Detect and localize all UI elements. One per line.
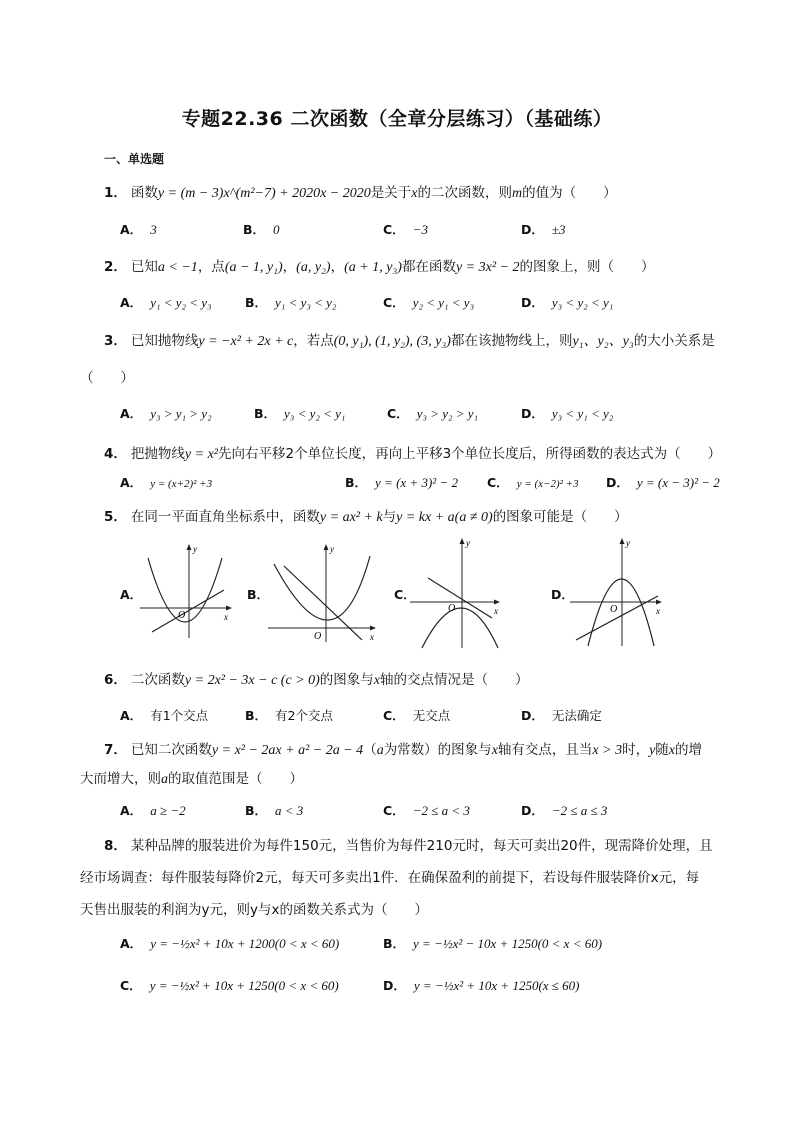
y-axis-arrow	[620, 538, 625, 544]
question-text: 二次函数	[130, 672, 185, 688]
question-text: （	[363, 742, 377, 758]
option-label: D．	[521, 406, 544, 421]
graph-d	[566, 534, 666, 648]
question-text: 轴有交点，且当	[497, 742, 593, 758]
option-b[interactable]	[254, 404, 345, 422]
option-c[interactable]	[383, 801, 470, 819]
option-label: D．	[521, 222, 544, 237]
section-heading: 一、单选题	[104, 152, 165, 166]
option-label: D．	[383, 978, 406, 993]
option-a[interactable]	[120, 293, 212, 311]
option-label: A．	[120, 222, 143, 237]
origin-label: O	[178, 610, 186, 621]
variable: x	[668, 743, 676, 758]
question-text: 经市场调查：每件服装每降价2元，每天可多卖出1件．在确保盈利的前提下，若设每件服装降价x元，每	[80, 870, 700, 886]
option-label: C．	[383, 222, 405, 237]
parabola-curve	[588, 579, 654, 646]
question-8-line-2	[80, 866, 699, 886]
question-number: 2．	[104, 259, 127, 275]
question-5	[104, 505, 628, 526]
parabola-curve	[274, 556, 370, 620]
option-value: y = (x + 3)² − 2	[375, 475, 458, 490]
option-label: C．	[120, 978, 142, 993]
formula: y = (m − 3)x^(m²−7) + 2020x − 2020	[157, 186, 371, 201]
option-b[interactable]	[243, 220, 280, 238]
option-label: A．	[120, 708, 143, 723]
option-label: B．	[247, 587, 270, 602]
question-text: 已知抛物线	[130, 333, 199, 349]
variable: a	[376, 743, 384, 758]
option-d[interactable]	[606, 473, 720, 491]
question-text: 随	[655, 742, 669, 758]
question-number: 3．	[104, 333, 127, 349]
option-label: B．	[383, 936, 406, 951]
question-number: 4．	[104, 446, 127, 462]
question-text: 为常数）的图象与	[383, 742, 492, 758]
question-number: 1．	[104, 185, 127, 201]
option-label: D．	[551, 587, 574, 602]
option-value: y₃ < y₂ < y₁	[551, 295, 614, 310]
question-text: ，	[330, 259, 345, 275]
option-d[interactable]	[521, 801, 607, 819]
question-text: 是关于	[370, 185, 412, 201]
question-text: 都在该抛物线上，则	[450, 333, 573, 349]
option-value: y = −½x² + 10x + 1250(0 < x < 60)	[149, 978, 339, 993]
option-label: A．	[120, 406, 143, 421]
formula: y = ax² + k	[319, 510, 383, 525]
question-2	[104, 255, 654, 276]
option-value: y = −½x² − 10x + 1250(0 < x < 60)	[413, 936, 603, 951]
option-label: D．	[521, 803, 544, 818]
x-axis-arrow	[226, 606, 232, 611]
option-c[interactable]	[383, 293, 474, 311]
option-d[interactable]	[383, 976, 580, 994]
option-label: C．	[387, 406, 409, 421]
option-label: B．	[345, 475, 368, 490]
y-axis-arrow	[460, 538, 465, 544]
option-c[interactable]	[387, 404, 478, 422]
formula: y = x² − 2ax + a² − 2a − 4	[211, 743, 364, 758]
option-value: −2 ≤ a < 3	[412, 803, 470, 818]
question-text: 与	[382, 509, 397, 525]
option-d[interactable]	[521, 706, 602, 724]
option-value: y₁ < y₂ < y₃	[150, 295, 212, 310]
option-a[interactable]	[120, 404, 212, 422]
option-label: C．	[394, 587, 416, 602]
x-axis-arrow	[370, 626, 376, 631]
option-a[interactable]	[120, 473, 212, 491]
option-label: B．	[245, 803, 268, 818]
question-text: 函数	[130, 185, 158, 201]
variable: a	[161, 772, 168, 787]
option-value: 有2个交点	[275, 708, 333, 723]
question-text: ，点	[197, 259, 225, 275]
option-d[interactable]	[521, 404, 613, 422]
question-text: 都在函数	[401, 259, 456, 275]
option-b[interactable]	[245, 293, 336, 311]
option-a[interactable]	[120, 220, 157, 238]
option-value: 无法确定	[551, 708, 602, 723]
y-axis-label: y	[626, 538, 630, 548]
question-3-continued	[80, 366, 134, 386]
option-value: a ≥ −2	[150, 803, 186, 818]
option-value: 0	[273, 222, 280, 237]
formula: y₁、y₂、y₃	[572, 334, 634, 349]
option-c[interactable]	[487, 473, 579, 491]
question-4	[104, 442, 721, 463]
option-value: −3	[412, 222, 428, 237]
option-value: y₃ < y₂ < y₁	[284, 406, 346, 421]
option-a[interactable]	[120, 706, 208, 724]
option-b[interactable]	[245, 801, 303, 819]
question-text: 已知	[130, 259, 158, 275]
option-value: y = (x−2)² +3	[516, 478, 579, 490]
option-value: y₁ < y₃ < y₂	[275, 295, 337, 310]
option-c[interactable]	[120, 976, 339, 994]
question-number: 5．	[104, 509, 127, 525]
question-text: 的图象上，则（ ）	[519, 259, 655, 275]
question-1	[104, 181, 617, 202]
option-label: C．	[383, 295, 405, 310]
question-text: 大而增大，则	[80, 771, 161, 787]
option-label: D．	[521, 295, 544, 310]
option-value: −2 ≤ a ≤ 3	[551, 803, 608, 818]
question-text: 把抛物线	[130, 446, 185, 462]
question-number: 7．	[104, 742, 127, 758]
answer-blank: （ ）	[80, 370, 134, 386]
formula: y = kx + a(a ≠ 0)	[396, 510, 493, 525]
question-text: ，若点	[293, 333, 334, 349]
x-axis-arrow	[656, 600, 662, 605]
question-text: 先向右平移2个单位长度，再向上平移3个单位长度后，所得函数的表达式为（ ）	[217, 446, 722, 462]
formula: (a + 1, y₃)	[344, 260, 402, 275]
formula: (a, y₂)	[296, 260, 331, 275]
straight-line	[284, 566, 362, 640]
question-text: 的取值范围是（ ）	[168, 771, 303, 787]
option-label: C．	[487, 475, 509, 490]
x-axis-label: x	[494, 606, 498, 616]
option-c[interactable]	[383, 220, 428, 238]
option-d[interactable]	[521, 293, 613, 311]
question-text: 已知二次函数	[130, 742, 212, 758]
question-text: 某种品牌的服装进价为每件150元，当售价为每件210元时，每天可卖出20件，现需降价处理，且	[130, 838, 713, 854]
option-b[interactable]	[383, 934, 602, 952]
question-number: 8．	[104, 838, 127, 854]
option-b[interactable]	[245, 706, 333, 724]
variable: x	[373, 673, 381, 688]
option-value: a < 3	[275, 803, 304, 818]
option-a[interactable]	[120, 934, 339, 952]
formula: (a − 1, y₁)	[224, 260, 283, 275]
question-number: 6．	[104, 672, 127, 688]
option-value: y₂ < y₁ < y₃	[412, 295, 475, 310]
formula: y = 3x² − 2	[455, 260, 520, 275]
option-value: ±3	[551, 222, 566, 237]
question-7	[104, 738, 702, 759]
option-value: 无交点	[412, 708, 451, 723]
x-axis-label: x	[370, 632, 374, 642]
option-b[interactable]	[345, 473, 458, 491]
option-value: y = −½x² + 10x + 1250(x ≤ 60)	[413, 978, 580, 993]
option-label: D．	[521, 708, 544, 723]
page-title: 专题22.36 二次函数（全章分层练习）（基础练）	[181, 108, 613, 130]
variable: x	[411, 186, 418, 201]
question-text: 在同一平面直角坐标系中，函数	[130, 509, 320, 525]
option-label: B．	[254, 406, 277, 421]
y-axis-arrow	[324, 544, 329, 550]
option-label: A．	[120, 936, 143, 951]
option-value: y = −½x² + 10x + 1200(0 < x < 60)	[150, 936, 340, 951]
formula: a < −1	[157, 260, 198, 275]
formula: x > 3	[592, 743, 623, 758]
straight-line	[576, 596, 658, 640]
variable: y	[649, 743, 656, 758]
option-value: y = (x − 3)² − 2	[636, 475, 720, 490]
formula: y = 2x² − 3x − c (c > 0)	[184, 673, 320, 688]
option-label: C．	[383, 708, 405, 723]
question-text: ，	[282, 259, 297, 275]
question-6	[104, 668, 529, 689]
straight-line	[428, 578, 492, 618]
question-text: 的图象与	[319, 672, 374, 688]
question-text: 轴的交点情况是（ ）	[380, 672, 529, 688]
formula: y = x²	[184, 447, 218, 462]
option-label: A．	[120, 803, 143, 818]
question-text: 的值为（ ）	[522, 185, 617, 201]
variable: x	[491, 743, 498, 758]
straight-line	[152, 590, 224, 632]
option-value: 3	[150, 222, 157, 237]
graph-c	[406, 534, 504, 652]
question-3	[104, 329, 715, 350]
x-axis-arrow	[494, 600, 500, 605]
origin-label: O	[448, 603, 456, 614]
question-8	[104, 834, 713, 854]
y-axis-label: y	[193, 544, 197, 554]
graph-a	[138, 540, 234, 640]
question-8-line-3	[80, 898, 428, 918]
variable: m	[511, 186, 523, 201]
option-label: B．	[243, 222, 266, 237]
option-label: A．	[120, 587, 143, 602]
option-value: y₃ > y₁ > y₂	[150, 406, 212, 421]
option-value: y = (x+2)² +3	[150, 478, 213, 490]
option-value: 有1个交点	[150, 708, 209, 723]
option-label: C．	[383, 803, 405, 818]
option-label: B．	[245, 295, 268, 310]
y-axis-label: y	[330, 544, 334, 554]
option-c[interactable]	[383, 706, 450, 724]
question-text: 的图象可能是（ ）	[492, 509, 628, 525]
y-axis-label: y	[466, 538, 470, 548]
option-a[interactable]	[120, 801, 186, 819]
formula: y = −x² + 2x + c	[198, 334, 294, 349]
option-value: y₃ < y₁ < y₂	[551, 406, 614, 421]
formula: (0, y₁), (1, y₂), (3, y₃)	[333, 334, 451, 349]
question-text: 的大小关系是	[633, 333, 715, 349]
question-7-continued	[80, 767, 303, 788]
question-text: 的二次函数，则	[417, 185, 512, 201]
option-label: A．	[120, 295, 143, 310]
option-label: B．	[245, 708, 268, 723]
x-axis-label: x	[224, 612, 228, 622]
option-label: A．	[120, 475, 143, 490]
option-value: y₃ > y₂ > y₁	[416, 406, 479, 421]
option-label: D．	[606, 475, 629, 490]
option-d[interactable]	[521, 220, 566, 238]
question-text: 时，	[622, 742, 650, 758]
y-axis-arrow	[187, 544, 192, 550]
x-axis-label: x	[656, 606, 660, 616]
origin-label: O	[314, 631, 322, 642]
origin-label: O	[610, 604, 618, 615]
question-text: 天售出服装的利润为y元，则y与x的函数关系式为（ ）	[80, 902, 428, 918]
question-text: 的增	[675, 742, 703, 758]
graph-b	[264, 540, 380, 644]
